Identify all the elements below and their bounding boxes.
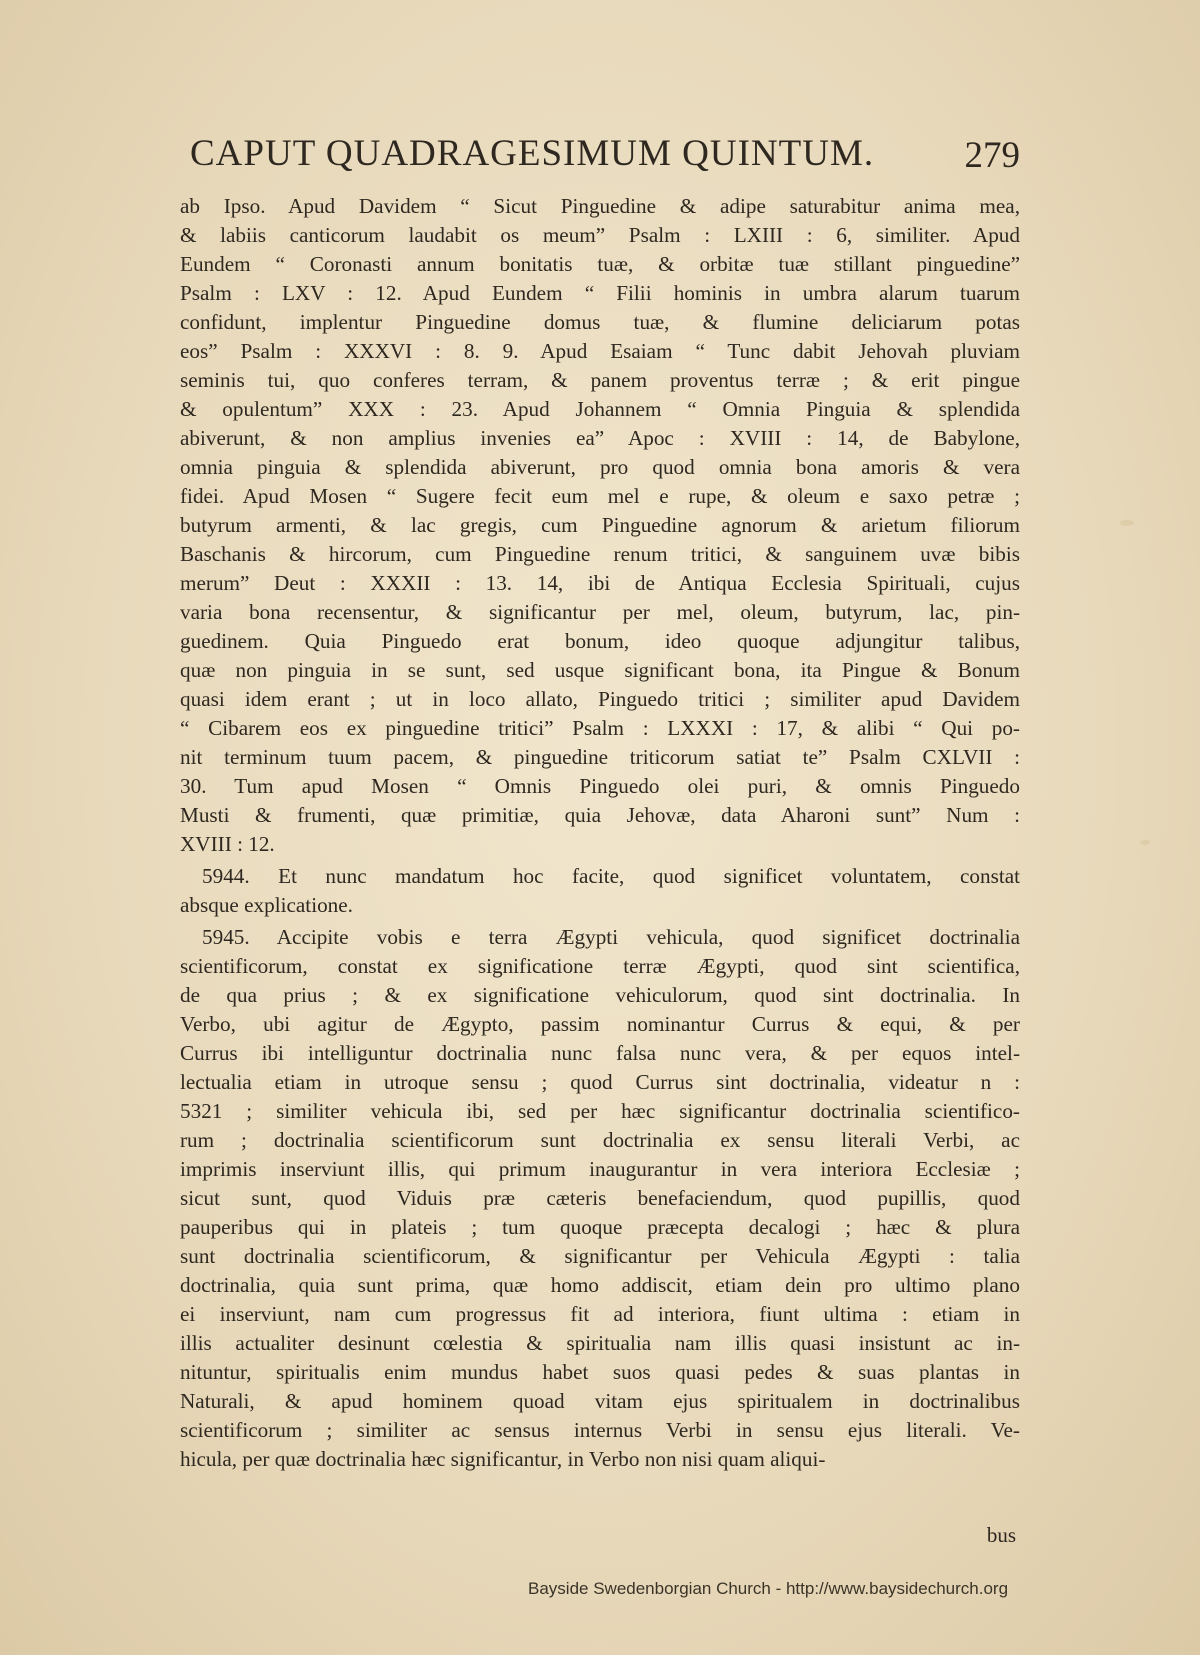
text-line: Eundem “ Coronasti annum bonitatis tuæ, & orbitæ tuæ stillant pinguedine” <box>180 252 1020 276</box>
paper-spot <box>1120 520 1134 526</box>
text-line: imprimis inserviunt illis, qui primum inaugurantur in vera interiora Ecclesiæ ; <box>180 1157 1020 1181</box>
text-line: doctrinalia, quia sunt prima, quæ homo addiscit, etiam dein pro ultimo plano <box>180 1273 1020 1297</box>
text-line: “ Cibarem eos ex pinguedine tritici” Psalm : LXXXI : 17, & alibi “ Qui po- <box>180 716 1020 740</box>
text-line: omnia pinguia & splendida abiverunt, pro quod omnia bona amoris & vera <box>180 455 1020 479</box>
text-line: quæ non pinguia in se sunt, sed usque significant bona, ita Pingue & Bonum <box>180 658 1020 682</box>
text-line: merum” Deut : XXXII : 13. 14, ibi de Antiqua Ecclesia Spirituali, cujus <box>180 571 1020 595</box>
catchword: bus <box>986 1523 1016 1547</box>
text-line: 5321 ; similiter vehicula ibi, sed per hæc significantur doctrinalia scientifico- <box>180 1099 1020 1123</box>
text-line: confidunt, implentur Pinguedine domus tuæ, & flumine deliciarum potas <box>180 310 1020 334</box>
text-line: pauperibus qui in plateis ; tum quoque præcepta decalogi ; hæc & plura <box>180 1215 1020 1239</box>
text-line: lectualia etiam in utroque sensu ; quod Currus sint doctrinalia, videatur n : <box>180 1070 1020 1094</box>
text-line: varia bona recensentur, & significantur per mel, oleum, butyrum, lac, pin- <box>180 600 1020 624</box>
text-line: abiverunt, & non amplius invenies ea” Apoc : XVIII : 14, de Babylone, <box>180 426 1020 450</box>
text-line: & labiis canticorum laudabit os meum” Psalm : LXIII : 6, similiter. Apud <box>180 223 1020 247</box>
text-line: Baschanis & hircorum, cum Pinguedine renum tritici, & sanguinem uvæ bibis <box>180 542 1020 566</box>
text-line: 5945. Accipite vobis e terra Ægypti vehicula, quod significet doctrinalia <box>202 925 1020 949</box>
text-line: illis actualiter desinunt cœlestia & spiritualia nam illis quasi insistunt ac in- <box>180 1331 1020 1355</box>
text-line: 5944. Et nunc mandatum hoc facite, quod significet voluntatem, constat <box>202 864 1020 888</box>
text-line: absque explicatione. <box>180 893 353 917</box>
text-line: fidei. Apud Mosen “ Sugere fecit eum mel e rupe, & oleum e saxo petræ ; <box>180 484 1020 508</box>
text-line: de qua prius ; & ex significatione vehiculorum, quod sint doctrinalia. In <box>180 983 1020 1007</box>
text-line: Currus ibi intelliguntur doctrinalia nunc falsa nunc vera, & per equos intel- <box>180 1041 1020 1065</box>
text-line: 30. Tum apud Mosen “ Omnis Pinguedo olei puri, & omnis Pinguedo <box>180 774 1020 798</box>
text-line: sicut sunt, quod Viduis præ cæteris benefaciendum, quod pupillis, quod <box>180 1186 1020 1210</box>
text-line: nituntur, spiritualis enim mundus habet suos quasi pedes & suas plantas in <box>180 1360 1020 1384</box>
body-text <box>180 192 1020 1474</box>
paper-spot <box>1140 840 1150 845</box>
text-line: quasi idem erant ; ut in loco allato, Pinguedo tritici ; similiter apud Davidem <box>180 687 1020 711</box>
text-line: rum ; doctrinalia scientificorum sunt doctrinalia ex sensu literali Verbi, ac <box>180 1128 1020 1152</box>
text-line: butyrum armenti, & lac gregis, cum Pinguedine agnorum & arietum filiorum <box>180 513 1020 537</box>
text-line: eos” Psalm : XXXVI : 8. 9. Apud Esaiam “ Tunc dabit Jehovah pluviam <box>180 339 1020 363</box>
text-line: ab Ipso. Apud Davidem “ Sicut Pinguedine & adipe saturabitur anima mea, <box>180 194 1020 218</box>
running-header <box>190 132 1020 192</box>
text-line: ei inserviunt, nam cum progressus fit ad interiora, fiunt ultima : etiam in <box>180 1302 1020 1326</box>
text-line: Musti & frumenti, quæ primitiæ, quia Jehovæ, data Aharoni sunt” Num : <box>180 803 1020 827</box>
page-number: 279 <box>964 135 1020 176</box>
text-line: Psalm : LXV : 12. Apud Eundem “ Filii hominis in umbra alarum tuarum <box>180 281 1020 305</box>
page-title: CAPUT QUADRAGESIMUM QUINTUM. <box>190 133 875 174</box>
text-line: sunt doctrinalia scientificorum, & significantur per Vehicula Ægypti : talia <box>180 1244 1020 1268</box>
text-line: Naturali, & apud hominem quoad vitam ejus spiritualem in doctrinalibus <box>180 1389 1020 1413</box>
text-line: scientificorum, constat ex significatione terræ Ægypti, quod sint scientifica, <box>180 954 1020 978</box>
text-line: XVIII : 12. <box>180 832 275 856</box>
text-line: hicula, per quæ doctrinalia hæc significantur, in Verbo non nisi quam aliqui- <box>180 1447 826 1471</box>
text-line: & opulentum” XXX : 23. Apud Johannem “ Omnia Pinguia & splendida <box>180 397 1020 421</box>
text-line: Verbo, ubi agitur de Ægypto, passim nominantur Currus & equi, & per <box>180 1012 1020 1036</box>
text-line: scientificorum ; similiter ac sensus internus Verbi in sensu ejus literali. Ve- <box>180 1418 1020 1442</box>
text-line: nit terminum tuum pacem, & pinguedine triticorum satiat te” Psalm CXLVII : <box>180 745 1020 769</box>
text-line: seminis tui, quo conferes terram, & panem proventus terræ ; & erit pingue <box>180 368 1020 392</box>
text-line: guedinem. Quia Pinguedo erat bonum, ideo quoque adjungitur talibus, <box>180 629 1020 653</box>
footer-credit: Bayside Swedenborgian Church - http://www.baysidechurch.org <box>528 1579 1009 1598</box>
